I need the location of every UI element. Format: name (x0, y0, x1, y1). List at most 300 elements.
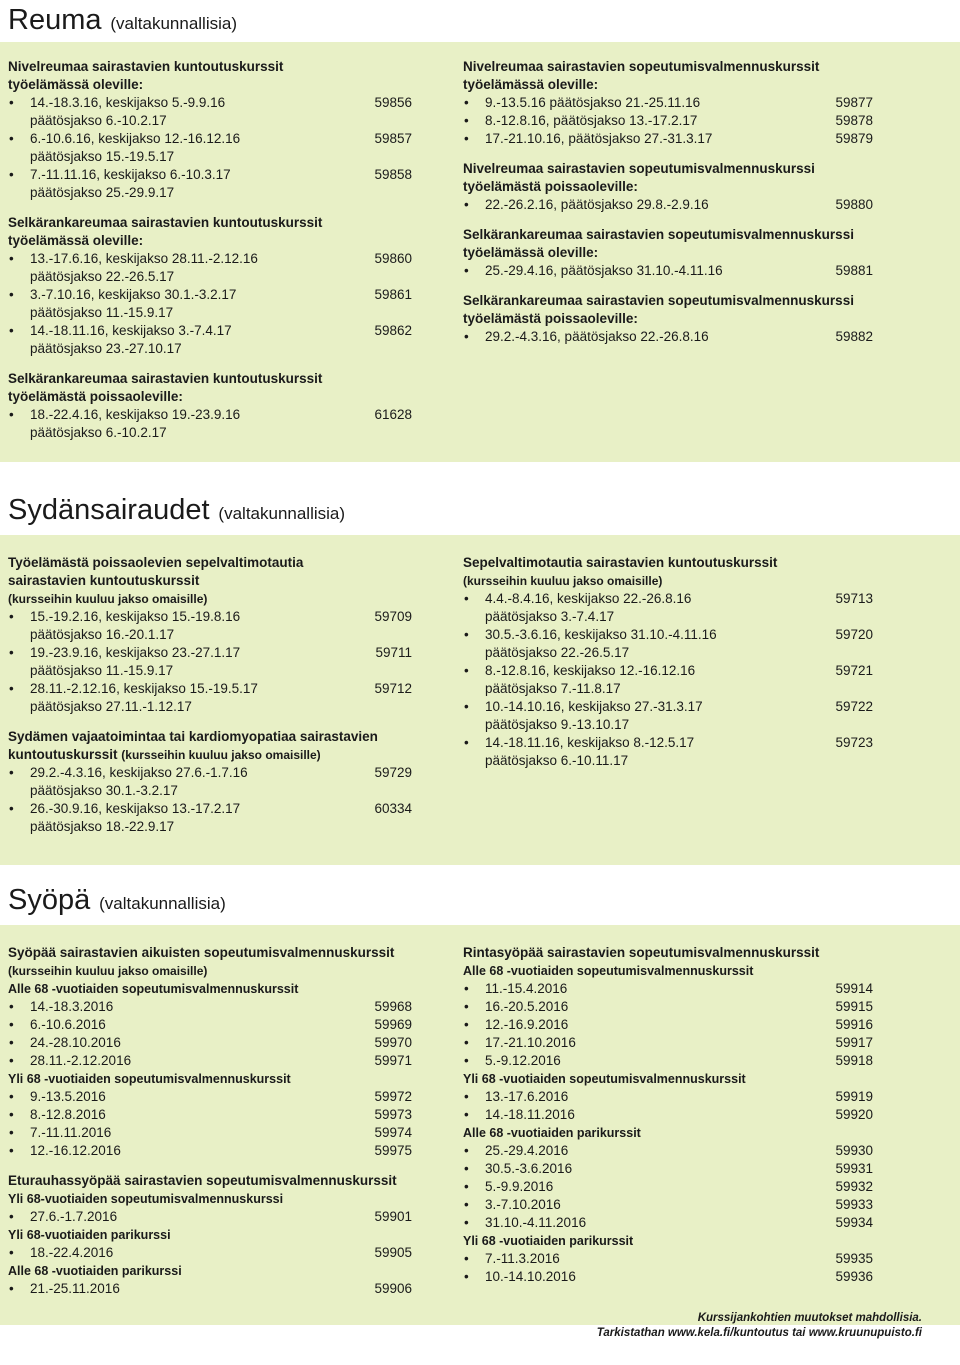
course-dates: 14.-18.11.16, keskijakso 3.-7.4.17 (30, 323, 232, 338)
course-item (8, 250, 412, 286)
course-code: 59711 (375, 645, 412, 660)
group-title: Sydämen vajaatoimintaa tai kardiomyopatiaa sairastavien (8, 729, 378, 744)
course-code: 59935 (835, 1251, 873, 1266)
course-item (8, 998, 412, 1016)
course-row (30, 1016, 412, 1034)
course-group (463, 944, 873, 1286)
bullet-icon: • (9, 1281, 14, 1296)
group-title: Selkärankareumaa sairastavien sopeutumisvalmennuskurssi (463, 293, 854, 308)
course-item (8, 286, 412, 322)
group-note: (kursseihin kuuluu jakso omaisille) (121, 748, 321, 762)
course-row (30, 1034, 412, 1052)
course-row (485, 1196, 873, 1214)
bullet-icon: • (9, 1017, 14, 1032)
course-code: 59917 (835, 1035, 873, 1050)
course-item (8, 680, 412, 716)
bullet-icon: • (9, 95, 14, 110)
course-item (463, 1034, 873, 1052)
course-row (30, 998, 412, 1016)
subgroup-title: Yli 68-vuotiaiden parikurssi (8, 1228, 171, 1242)
course-row (485, 626, 873, 644)
course-dates: 14.-18.11.2016 (485, 1107, 575, 1122)
course-dates: 31.10.-4.11.2016 (485, 1215, 587, 1230)
group-title-with-note (8, 746, 412, 764)
bullet-icon: • (464, 981, 469, 996)
course-group (463, 554, 873, 770)
course-dates: 3.-7.10.16, keskijakso 30.1.-3.2.17 (30, 287, 237, 302)
group-title: työelämästä poissaoleville: (463, 179, 638, 194)
course-dates: 10.-14.10.2016 (485, 1269, 576, 1284)
course-dates: 25.-29.4.16, päätösjakso 31.10.-4.11.16 (485, 263, 723, 278)
course-row (485, 734, 873, 752)
course-group (8, 944, 412, 1160)
course-item (463, 328, 873, 346)
bullet-icon: • (464, 699, 469, 714)
group-title: Nivelreumaa sairastavien kuntoutuskurssit (8, 59, 284, 74)
bullet-icon: • (464, 1197, 469, 1212)
course-row (30, 94, 412, 112)
bullet-icon: • (464, 627, 469, 642)
course-dates: 8.-12.8.16, keskijakso 12.-16.12.16 (485, 663, 696, 678)
group-title: Rintasyöpää sairastavien sopeutumisvalmennuskurssit (463, 945, 820, 960)
course-code: 59720 (835, 627, 873, 642)
group-title: Selkärankareumaa sairastavien sopeutumisvalmennuskurssi (463, 227, 854, 242)
section-subtitle: (valtakunnallisia) (110, 14, 238, 33)
course-row (30, 166, 412, 184)
course-row (30, 1208, 412, 1226)
course-item (463, 626, 873, 662)
course-row (485, 980, 873, 998)
bullet-icon: • (9, 999, 14, 1014)
course-dates: 24.-28.10.2016 (30, 1035, 121, 1050)
course-item (8, 1106, 412, 1124)
footer-line-2: Tarkistathan www.kela.fi/kuntoutus tai www.kruunupuisto.fi (596, 1327, 922, 1339)
course-row (30, 1052, 412, 1070)
bullet-icon: • (9, 1053, 14, 1068)
course-group (8, 214, 412, 358)
course-group (8, 554, 412, 716)
course-row (485, 1016, 873, 1034)
course-row (485, 196, 873, 214)
course-row (30, 250, 412, 268)
course-code: 59856 (374, 95, 412, 110)
course-final-period: päätösjakso 25.-29.9.17 (30, 185, 175, 200)
footer-note (597, 1311, 922, 1341)
course-dates: 7.-11.11.16, keskijakso 6.-10.3.17 (30, 167, 231, 182)
course-row (30, 406, 412, 424)
course-item (463, 196, 873, 214)
bullet-icon: • (464, 1161, 469, 1176)
course-item (8, 130, 412, 166)
bullet-icon: • (464, 1017, 469, 1032)
course-item (463, 1106, 873, 1124)
bullet-icon: • (464, 999, 469, 1014)
course-code: 59934 (835, 1215, 873, 1230)
course-dates: 8.-12.8.2016 (30, 1107, 106, 1122)
course-dates: 11.-15.4.2016 (485, 981, 568, 996)
course-code: 59970 (374, 1035, 412, 1050)
course-row (30, 1244, 412, 1262)
course-dates: 29.2.-4.3.16, päätösjakso 22.-26.8.16 (485, 329, 709, 344)
course-dates: 9.-13.5.16 päätösjakso 21.-25.11.16 (485, 95, 701, 110)
bullet-icon: • (464, 1215, 469, 1230)
bullet-icon: • (9, 323, 14, 338)
course-item (8, 1088, 412, 1106)
course-final-period: päätösjakso 6.-10.2.17 (30, 425, 167, 440)
course-code: 59918 (835, 1053, 873, 1068)
bullet-icon: • (464, 329, 469, 344)
subgroup-title: Alle 68 -vuotiaiden sopeutumisvalmennuskurssit (8, 982, 299, 996)
course-row (30, 1280, 412, 1298)
course-code: 59721 (835, 663, 873, 678)
course-item (463, 998, 873, 1016)
course-code: 61628 (374, 407, 412, 422)
section-title-text: Reuma (8, 4, 102, 36)
course-dates: 5.-9.12.2016 (485, 1053, 561, 1068)
course-item (8, 166, 412, 202)
course-code: 59920 (835, 1107, 873, 1122)
course-code: 59905 (374, 1245, 412, 1260)
course-dates: 17.-21.10.16, päätösjakso 27.-31.3.17 (485, 131, 713, 146)
course-dates: 14.-18.3.2016 (30, 999, 114, 1014)
bullet-icon: • (9, 1209, 14, 1224)
course-group (463, 58, 873, 148)
course-item (463, 262, 873, 280)
course-dates: 6.-10.6.2016 (30, 1017, 106, 1032)
course-row (485, 1178, 873, 1196)
course-dates: 17.-21.10.2016 (485, 1035, 576, 1050)
course-item (463, 1268, 873, 1286)
course-row (485, 328, 873, 346)
course-dates: 6.-10.6.16, keskijakso 12.-16.12.16 (30, 131, 241, 146)
course-item (8, 1052, 412, 1070)
course-final-period: päätösjakso 22.-26.5.17 (485, 645, 630, 660)
course-item (463, 980, 873, 998)
bullet-icon: • (464, 663, 469, 678)
course-code: 59969 (374, 1017, 412, 1032)
bullet-icon: • (9, 609, 14, 624)
section-subtitle: (valtakunnallisia) (218, 504, 346, 523)
course-row (485, 1034, 873, 1052)
course-row (30, 608, 412, 626)
course-group (463, 292, 873, 346)
course-code: 59880 (835, 197, 873, 212)
bullet-icon: • (9, 765, 14, 780)
bullet-icon: • (464, 1107, 469, 1122)
course-row (485, 130, 873, 148)
course-code: 59930 (835, 1143, 873, 1158)
bullet-icon: • (464, 1251, 469, 1266)
course-item (463, 1142, 873, 1160)
course-code: 59932 (835, 1179, 873, 1194)
bullet-icon: • (9, 801, 14, 816)
bullet-icon: • (464, 1089, 469, 1104)
course-row (485, 998, 873, 1016)
course-code: 59906 (374, 1281, 412, 1296)
course-row (30, 130, 412, 148)
course-final-period: päätösjakso 15.-19.5.17 (30, 149, 175, 164)
syopa-left-column (8, 944, 412, 1310)
course-dates: 18.-22.4.16, keskijakso 19.-23.9.16 (30, 407, 241, 422)
bullet-icon: • (464, 735, 469, 750)
course-row (485, 262, 873, 280)
course-row (485, 1142, 873, 1160)
course-dates: 28.11.-2.12.16, keskijakso 15.-19.5.17 (30, 681, 258, 696)
course-row (30, 1088, 412, 1106)
group-title: työelämästä poissaoleville: (8, 389, 183, 404)
course-code: 59972 (374, 1089, 412, 1104)
course-item (8, 644, 412, 680)
course-code: 59861 (374, 287, 412, 302)
course-code: 59858 (374, 167, 412, 182)
course-code: 59879 (835, 131, 873, 146)
course-dates: 22.-26.2.16, päätösjakso 29.8.-2.9.16 (485, 197, 709, 212)
course-code: 59882 (835, 329, 873, 344)
bullet-icon: • (464, 131, 469, 146)
bullet-icon: • (464, 591, 469, 606)
course-final-period: päätösjakso 6.-10.11.17 (485, 753, 629, 768)
course-item (463, 1052, 873, 1070)
course-final-period: päätösjakso 30.1.-3.2.17 (30, 783, 178, 798)
course-dates: 3.-7.10.2016 (485, 1197, 561, 1212)
course-row (30, 644, 412, 662)
course-group (8, 1172, 412, 1298)
course-dates: 7.-11.11.2016 (30, 1125, 112, 1140)
bullet-icon: • (9, 131, 14, 146)
group-note: (kursseihin kuuluu jakso omaisille) (8, 592, 208, 606)
group-title: työelämästä poissaoleville: (463, 311, 638, 326)
course-code: 59857 (374, 131, 412, 146)
course-item (463, 1214, 873, 1232)
course-dates: 28.11.-2.12.2016 (30, 1053, 132, 1068)
course-code: 59915 (835, 999, 873, 1014)
group-note: (kursseihin kuuluu jakso omaisille) (8, 964, 208, 978)
course-dates: 7.-11.3.2016 (485, 1251, 560, 1266)
course-code: 59709 (374, 609, 412, 624)
course-row (30, 1142, 412, 1160)
course-item (8, 1244, 412, 1262)
course-item (8, 94, 412, 130)
course-dates: 4.4.-8.4.16, keskijakso 22.-26.8.16 (485, 591, 692, 606)
course-item (8, 1208, 412, 1226)
course-dates: 27.6.-1.7.2016 (30, 1209, 118, 1224)
course-group (463, 226, 873, 280)
bullet-icon: • (9, 407, 14, 422)
bullet-icon: • (9, 1107, 14, 1122)
course-final-period: päätösjakso 16.-20.1.17 (30, 627, 175, 642)
course-code: 59877 (835, 95, 873, 110)
subgroup-title: Alle 68 -vuotiaiden parikurssi (8, 1264, 182, 1278)
course-dates: 5.-9.9.2016 (485, 1179, 554, 1194)
course-item (8, 322, 412, 358)
course-item (463, 1088, 873, 1106)
course-row (30, 1106, 412, 1124)
course-code: 59971 (374, 1053, 412, 1068)
course-item (8, 608, 412, 644)
bullet-icon: • (9, 645, 14, 660)
course-item (8, 1016, 412, 1034)
course-item (8, 1034, 412, 1052)
group-title: työelämässä oleville: (463, 245, 599, 260)
bullet-icon: • (9, 1035, 14, 1050)
course-item (463, 1196, 873, 1214)
bullet-icon: • (464, 1143, 469, 1158)
bullet-icon: • (9, 681, 14, 696)
section-title-sydan (8, 490, 345, 527)
bullet-icon: • (9, 1143, 14, 1158)
course-group (8, 370, 412, 442)
course-code: 59931 (835, 1161, 873, 1176)
course-code: 59975 (374, 1143, 412, 1158)
course-final-period: päätösjakso 7.-11.8.17 (485, 681, 621, 696)
course-dates: 14.-18.3.16, keskijakso 5.-9.9.16 (30, 95, 226, 110)
course-code: 59916 (835, 1017, 873, 1032)
subgroup-title: Yli 68 -vuotiaiden sopeutumisvalmennuskurssit (463, 1072, 746, 1086)
course-dates: 9.-13.5.2016 (30, 1089, 106, 1104)
course-code: 59974 (374, 1125, 412, 1140)
course-row (485, 1106, 873, 1124)
course-group (8, 58, 412, 202)
group-title: Selkärankareumaa sairastavien kuntoutuskurssit (8, 215, 323, 230)
course-dates: 10.-14.10.16, keskijakso 27.-31.3.17 (485, 699, 703, 714)
course-final-period: päätösjakso 11.-15.9.17 (30, 305, 174, 320)
course-item (463, 130, 873, 148)
section-title-text: Sydänsairaudet (8, 494, 210, 526)
bullet-icon: • (464, 263, 469, 278)
course-row (30, 322, 412, 340)
course-code: 59878 (835, 113, 873, 128)
course-code: 59901 (374, 1209, 412, 1224)
course-row (485, 1250, 873, 1268)
bullet-icon: • (464, 1035, 469, 1050)
section-title-syopa (8, 880, 226, 917)
course-item (8, 1142, 412, 1160)
group-title: Eturauhassyöpää sairastavien sopeutumisvalmennuskurssit (8, 1173, 397, 1188)
course-row (30, 286, 412, 304)
course-code: 60334 (374, 801, 412, 816)
group-title: kuntoutuskurssit (8, 747, 118, 762)
course-dates: 18.-22.4.2016 (30, 1245, 114, 1260)
course-dates: 30.5.-3.6.16, keskijakso 31.10.-4.11.16 (485, 627, 717, 642)
syopa-right-column (463, 944, 873, 1298)
course-row (30, 800, 412, 818)
group-title: Selkärankareumaa sairastavien kuntoutuskurssit (8, 371, 323, 386)
footer-line-1: Kurssijankohtien muutokset mahdollisia. (697, 1312, 922, 1324)
course-dates: 12.-16.12.2016 (30, 1143, 121, 1158)
course-dates: 21.-25.11.2016 (30, 1281, 120, 1296)
course-row (485, 662, 873, 680)
group-title: Työelämästä poissaolevien sepelvaltimotautia (8, 555, 304, 570)
course-dates: 29.2.-4.3.16, keskijakso 27.6.-1.7.16 (30, 765, 248, 780)
course-dates: 19.-23.9.16, keskijakso 23.-27.1.17 (30, 645, 241, 660)
bullet-icon: • (9, 1245, 14, 1260)
group-title: Syöpää sairastavien aikuisten sopeutumisvalmennuskurssit (8, 945, 395, 960)
course-code: 59973 (374, 1107, 412, 1122)
course-row (485, 698, 873, 716)
course-item (463, 698, 873, 734)
course-dates: 8.-12.8.16, päätösjakso 13.-17.2.17 (485, 113, 698, 128)
course-row (485, 1160, 873, 1178)
bullet-icon: • (464, 113, 469, 128)
bullet-icon: • (464, 1053, 469, 1068)
course-final-period: päätösjakso 18.-22.9.17 (30, 819, 175, 834)
course-item (463, 1160, 873, 1178)
course-dates: 12.-16.9.2016 (485, 1017, 569, 1032)
course-item (463, 1178, 873, 1196)
bullet-icon: • (9, 1125, 14, 1140)
reuma-right-column (463, 58, 873, 358)
subgroup-title: Yli 68 -vuotiaiden parikurssit (463, 1234, 634, 1248)
course-item (8, 1124, 412, 1142)
course-item (463, 662, 873, 698)
course-code: 59936 (835, 1269, 873, 1284)
bullet-icon: • (464, 1269, 469, 1284)
section-title-text: Syöpä (8, 884, 91, 916)
course-row (485, 1088, 873, 1106)
group-title: Nivelreumaa sairastavien sopeutumisvalmennuskurssit (463, 59, 820, 74)
bullet-icon: • (9, 287, 14, 302)
course-item (8, 800, 412, 836)
course-item (8, 1280, 412, 1298)
course-final-period: päätösjakso 27.11.-1.12.17 (30, 699, 192, 714)
course-code: 59723 (835, 735, 873, 750)
group-title: Sepelvaltimotautia sairastavien kuntoutuskurssit (463, 555, 778, 570)
course-row (485, 94, 873, 112)
bullet-icon: • (9, 167, 14, 182)
course-row (485, 590, 873, 608)
course-item (8, 764, 412, 800)
course-row (485, 1268, 873, 1286)
course-dates: 14.-18.11.16, keskijakso 8.-12.5.17 (485, 735, 695, 750)
course-dates: 15.-19.2.16, keskijakso 15.-19.8.16 (30, 609, 241, 624)
section-subtitle: (valtakunnallisia) (99, 894, 226, 913)
course-item (463, 1250, 873, 1268)
course-item (463, 590, 873, 626)
group-title: työelämässä oleville: (8, 233, 144, 248)
group-title: työelämässä oleville: (8, 77, 144, 92)
group-note: (kursseihin kuuluu jakso omaisille) (463, 574, 663, 588)
bullet-icon: • (464, 95, 469, 110)
course-dates: 16.-20.5.2016 (485, 999, 569, 1014)
course-code: 59919 (835, 1089, 873, 1104)
course-code: 59968 (374, 999, 412, 1014)
course-item (463, 734, 873, 770)
course-item (463, 94, 873, 112)
course-code: 59881 (835, 263, 873, 278)
course-row (30, 680, 412, 698)
bullet-icon: • (464, 197, 469, 212)
course-item (463, 112, 873, 130)
course-dates: 30.5.-3.6.2016 (485, 1161, 573, 1176)
course-code: 59722 (835, 699, 873, 714)
course-row (30, 1124, 412, 1142)
sydan-right-column (463, 554, 873, 782)
group-title: sairastavien kuntoutuskurssit (8, 573, 200, 588)
bullet-icon: • (9, 251, 14, 266)
course-group (8, 728, 412, 836)
course-row (485, 1214, 873, 1232)
course-code: 59729 (374, 765, 412, 780)
section-title-reuma (8, 0, 237, 37)
course-final-period: päätösjakso 22.-26.5.17 (30, 269, 175, 284)
course-row (485, 112, 873, 130)
group-title: Nivelreumaa sairastavien sopeutumisvalmennuskurssi (463, 161, 815, 176)
subgroup-title: Yli 68-vuotiaiden sopeutumisvalmennuskurssi (8, 1192, 284, 1206)
course-group (463, 160, 873, 214)
course-row (30, 764, 412, 782)
reuma-left-column (8, 58, 412, 454)
course-code: 59712 (374, 681, 412, 696)
